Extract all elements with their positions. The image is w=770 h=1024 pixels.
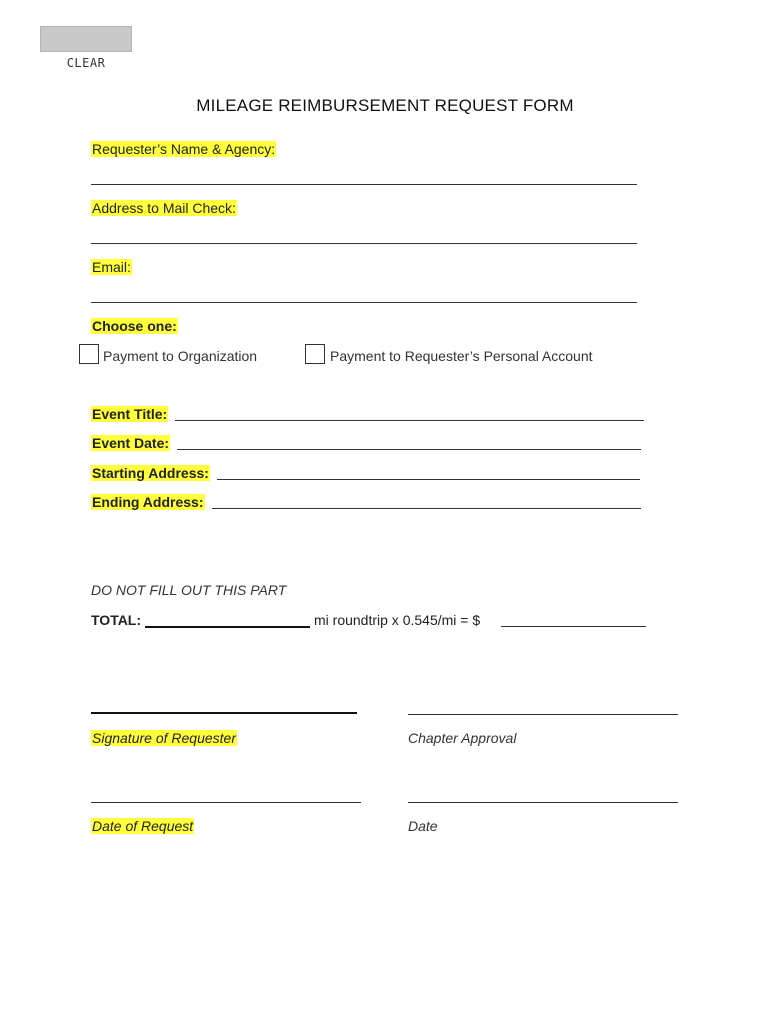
requester-name-label <box>91 141 276 157</box>
event-date-label <box>91 435 170 451</box>
approval-date-label: Date <box>408 818 438 834</box>
choose-one-label <box>91 318 178 334</box>
payment-personal-label: Payment to Requester’s Personal Account <box>330 348 593 364</box>
page-title: MILEAGE REIMBURSEMENT REQUEST FORM <box>196 96 574 115</box>
payment-organization-checkbox[interactable] <box>79 344 99 364</box>
total-miles-field[interactable] <box>145 626 310 628</box>
request-date-label <box>91 818 194 834</box>
total-label: TOTAL: <box>91 612 142 628</box>
event-date-field[interactable] <box>177 449 641 450</box>
requester-signature-label-text: Signature of Requester <box>92 730 236 746</box>
starting-address-label <box>91 465 210 481</box>
request-date-label-text: Date of Request <box>92 818 194 834</box>
event-date-label-text: Event Date: <box>92 435 170 451</box>
request-date-line[interactable] <box>91 802 361 803</box>
approval-signature-line[interactable] <box>408 714 678 715</box>
event-title-label-text: Event Title: <box>92 406 168 422</box>
event-title-field[interactable] <box>175 420 644 421</box>
office-use-note: DO NOT FILL OUT THIS PART <box>91 582 287 598</box>
email-label-text: Email: <box>92 259 131 275</box>
chapter-approval-label: Chapter Approval <box>408 730 517 746</box>
requester-name-field[interactable] <box>91 184 637 185</box>
choose-one-label-text: Choose one: <box>92 318 177 334</box>
email-field[interactable] <box>91 302 637 303</box>
clear-button[interactable] <box>40 26 132 52</box>
requester-signature-line[interactable] <box>91 712 357 714</box>
starting-address-field[interactable] <box>217 479 640 480</box>
mail-address-label-text: Address to Mail Check: <box>92 200 236 216</box>
clear-button-label: CLEAR <box>66 56 106 70</box>
mail-address-field[interactable] <box>91 243 637 244</box>
ending-address-field[interactable] <box>212 508 641 509</box>
starting-address-label-text: Starting Address: <box>92 465 209 481</box>
email-label <box>91 259 132 275</box>
approval-date-line[interactable] <box>408 802 678 803</box>
payment-personal-checkbox[interactable] <box>305 344 325 364</box>
payment-organization-label: Payment to Organization <box>103 348 258 364</box>
requester-signature-label <box>91 730 237 746</box>
ending-address-label-text: Ending Address: <box>92 494 204 510</box>
requester-name-label-text: Requester’s Name & Agency: <box>92 141 276 157</box>
total-amount-field[interactable] <box>501 626 646 627</box>
rate-text: mi roundtrip x 0.545/mi = $ <box>314 612 481 628</box>
mail-address-label <box>91 200 237 216</box>
event-title-label <box>91 406 168 422</box>
ending-address-label <box>91 494 205 510</box>
